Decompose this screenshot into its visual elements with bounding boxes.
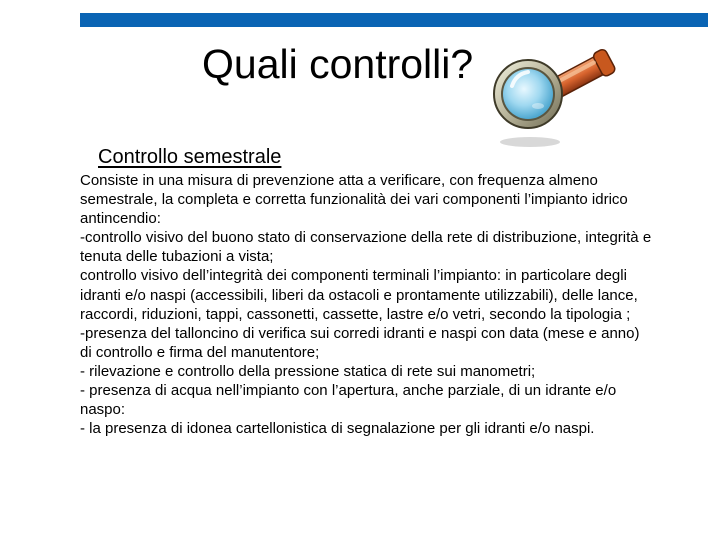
body-line: - presenza di acqua nell’impianto con l’apertura, anche parziale, di un idrante e/o [80, 382, 617, 400]
top-accent-bar [80, 13, 708, 27]
body-line: idranti e/o naspi (accessibili, liberi da ostacoli e prontamente utilizzabili), delle lance, [80, 286, 638, 304]
body-line: controllo visivo dell’integrità dei componenti terminali l’impianto: in particolare degli [80, 267, 627, 285]
body-line: di controllo e firma del manutentore; [80, 343, 320, 361]
magnifying-glass-icon [488, 42, 628, 152]
body-line: semestrale, la completa e corretta funzionalità dei vari componenti l’impianto idrico [80, 191, 628, 209]
body-line: naspo: [80, 401, 126, 419]
body-line: - la presenza di idonea cartellonistica di segnalazione per gli idranti e/o naspi. [80, 420, 595, 438]
body-line: -presenza del talloncino di verifica sui corredi idranti e naspi con data (mese e anno) [80, 324, 640, 342]
slide-title: Quali controlli? [202, 41, 474, 87]
section-subtitle: Controllo semestrale [98, 146, 282, 168]
body-line: - rilevazione e controllo della pressione statica di rete sui manometri; [80, 362, 536, 380]
body-line: raccordi, riduzioni, tappi, cassonetti, cassette, lastre e/o vetri, secondo la tipologia ; [80, 305, 631, 323]
body-line: tenuta delle tubazioni a vista; [80, 248, 274, 266]
body-line: -controllo visivo del buono stato di conservazione della rete di distribuzione, integrità e [80, 229, 652, 247]
body-text [80, 171, 700, 438]
body-line: Consiste in una misura di prevenzione atta a verificare, con frequenza almeno [80, 172, 598, 189]
body-line: antincendio: [80, 210, 161, 228]
